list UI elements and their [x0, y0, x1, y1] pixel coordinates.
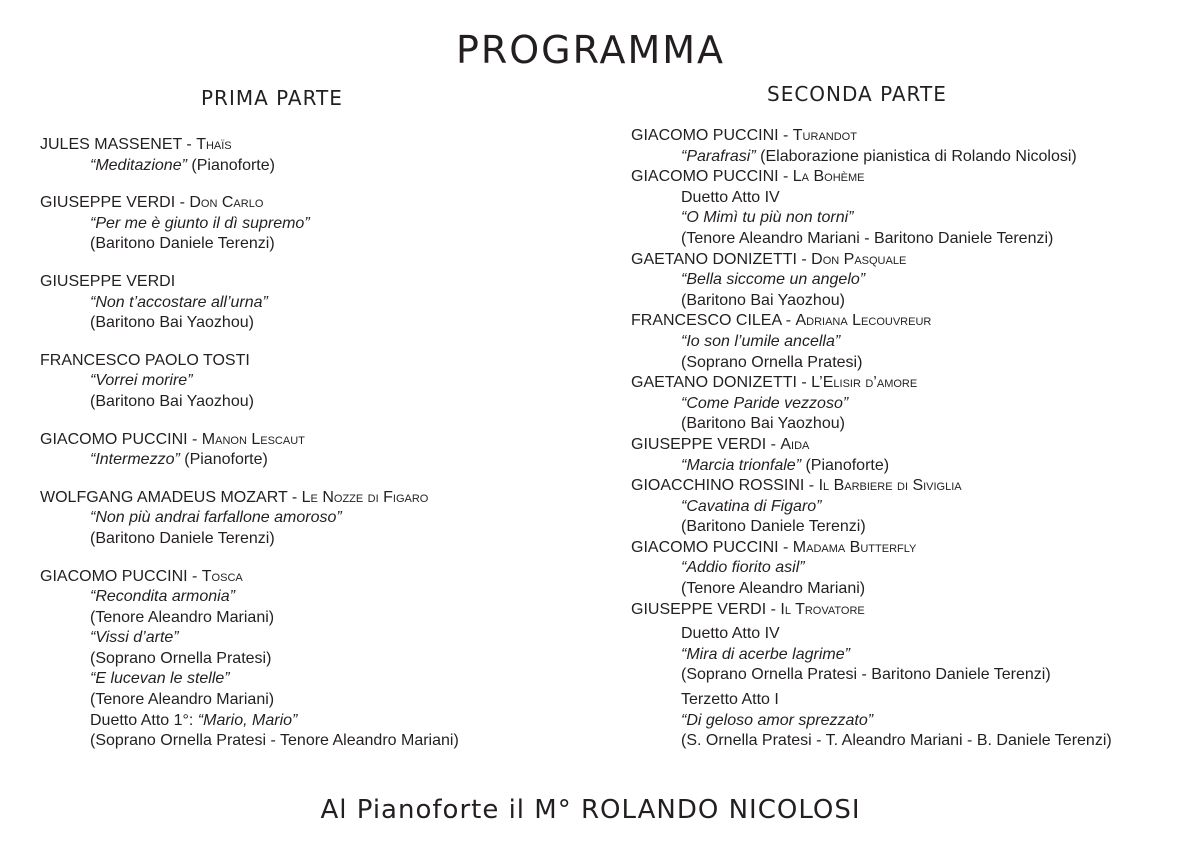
program-entry: [631, 126, 1176, 167]
program-line: [40, 214, 580, 235]
composer-name: WOLFGANG AMADEUS MOZART: [40, 488, 288, 506]
composer-line: [631, 167, 1176, 188]
program-entry: [40, 567, 580, 752]
program-line: [631, 394, 1176, 415]
program-line: [631, 711, 1176, 732]
composer-line: [631, 476, 1176, 497]
program-line: [40, 731, 580, 752]
program-column-left: [40, 135, 580, 769]
program-entry: [631, 250, 1176, 312]
work-title: Aida: [780, 435, 810, 453]
program-line: [631, 291, 1176, 312]
program-line: [40, 392, 580, 413]
composer-line: [40, 488, 580, 509]
program-entry: [40, 430, 580, 471]
composer-name: GIUSEPPE VERDI: [631, 435, 767, 453]
performer-note: (Soprano Ornella Pratesi): [90, 649, 272, 667]
work-title: Madama Butterfly: [792, 538, 917, 556]
program-line: [631, 270, 1176, 291]
composer-line: [631, 435, 1176, 456]
composer-line: [40, 135, 580, 156]
composer-name: GIUSEPPE VERDI: [631, 600, 767, 618]
program-entry: [631, 167, 1176, 249]
heading-prima-parte: PRIMA PARTE: [201, 86, 343, 110]
program-entry: [631, 311, 1176, 373]
separator: -: [778, 127, 793, 144]
page-title: PROGRAMMA: [455, 28, 726, 72]
composer-line: [40, 430, 580, 451]
program-line: [40, 529, 580, 550]
program-entry: [40, 351, 580, 413]
piece-title: “Intermezzo”: [90, 451, 180, 469]
performer-note: (Soprano Ornella Pratesi - Baritono Daniele Terenzi): [681, 666, 1051, 684]
composer-name: FRANCESCO CILEA: [631, 312, 782, 330]
program-line: [40, 711, 580, 732]
program-line: [631, 229, 1176, 250]
composer-name: GIACOMO PUCCINI: [631, 538, 779, 556]
performer-note: Terzetto Atto I: [681, 691, 779, 709]
separator: -: [181, 136, 197, 153]
program-entry: [631, 373, 1176, 435]
composer-name: GIACOMO PUCCINI: [40, 567, 188, 585]
program-line: [631, 517, 1176, 538]
program-line: [631, 558, 1176, 579]
piece-title: “E lucevan le stelle”: [90, 670, 230, 688]
program-line: [631, 332, 1176, 353]
program-entry: [631, 538, 1176, 600]
program-line: [40, 371, 580, 392]
work-title: Turandot: [792, 127, 857, 144]
composer-name: FRANCESCO PAOLO TOSTI: [40, 351, 250, 369]
composer-name: GIOACCHINO ROSSINI: [631, 477, 805, 495]
program-entry: [631, 600, 1176, 752]
program-line: [631, 353, 1176, 374]
program-line: [631, 731, 1176, 752]
performer-note: (Soprano Ornella Pratesi - Tenore Aleandro Mariani): [90, 732, 459, 750]
performer-note: (Elaborazione pianistica di Rolando Nicolosi): [755, 147, 1077, 165]
program-line: [40, 608, 580, 629]
composer-line: [40, 351, 580, 372]
performer-note: (Baritono Daniele Terenzi): [90, 529, 275, 547]
line-prefix: Duetto Atto 1°:: [90, 711, 198, 729]
program-entry: [631, 476, 1176, 538]
composer-line: [40, 567, 580, 588]
program-line: [40, 628, 580, 649]
program-entry: [631, 435, 1176, 476]
composer-line: [631, 250, 1176, 271]
piece-title: “Meditazione”: [90, 156, 187, 174]
program-line: [40, 649, 580, 670]
performer-note: (Baritono Bai Yaozhou): [90, 392, 254, 410]
program-line: [631, 456, 1176, 477]
program-line: [40, 508, 580, 529]
performer-note: (Tenore Aleandro Mariani): [90, 691, 275, 709]
performer-note: (Pianoforte): [801, 456, 890, 474]
performer-note: Duetto Atto IV: [681, 625, 780, 643]
program-entry: [40, 488, 580, 550]
performer-note: (Baritono Bai Yaozhou): [90, 314, 254, 332]
composer-line: [631, 600, 1176, 621]
work-title: Le Nozze di Figaro: [301, 488, 429, 506]
separator: -: [778, 168, 793, 186]
program-line: [40, 156, 580, 177]
composer-name: JULES MASSENET: [40, 136, 182, 153]
performer-note: (Pianoforte): [186, 156, 275, 174]
performer-note: (Baritono Bai Yaozhou): [681, 415, 845, 433]
piece-title: “Recondita armonia”: [90, 588, 235, 606]
program-line: [631, 188, 1176, 209]
piece-title: “Addio fiorito asil”: [681, 559, 805, 577]
composer-name: GIACOMO PUCCINI: [631, 127, 779, 144]
piece-title: “Marcia trionfale”: [681, 456, 802, 474]
performer-note: (S. Ornella Pratesi - T. Aleandro Mariani - B. Daniele Terenzi): [681, 732, 1112, 750]
program-column-right: [631, 126, 1176, 752]
piece-title: “Non t’accostare all’urna”: [90, 293, 268, 311]
work-title: La Bohème: [792, 168, 865, 186]
performer-note: (Tenore Aleandro Mariani): [681, 580, 866, 598]
composer-line: [631, 126, 1176, 147]
program-line: [631, 665, 1176, 686]
program-line: [631, 497, 1176, 518]
work-title: Don Pasquale: [811, 250, 907, 268]
performer-note: (Tenore Aleandro Mariani): [90, 608, 275, 626]
composer-name: GAETANO DONIZETTI: [631, 374, 797, 392]
work-title: Il Trovatore: [780, 600, 865, 618]
separator: -: [796, 250, 812, 268]
separator: -: [187, 430, 202, 448]
composer-line: [631, 373, 1176, 394]
piece-title: “Non più andrai farfallone amoroso”: [90, 509, 342, 527]
program-line: [40, 690, 580, 711]
piece-title: “Cavatina di Figaro”: [681, 497, 822, 515]
performer-note: (Tenore Aleandro Mariani - Baritono Daniele Terenzi): [681, 229, 1054, 247]
separator: -: [804, 477, 819, 495]
program-line: [40, 587, 580, 608]
piece-title: “Bella siccome un angelo”: [681, 271, 866, 289]
composer-name: GAETANO DONIZETTI: [631, 250, 797, 268]
piece-title: “Come Paride vezzoso”: [681, 394, 849, 412]
performer-note: (Baritono Daniele Terenzi): [90, 235, 275, 253]
program-line: [631, 690, 1176, 711]
work-title: Tosca: [201, 567, 243, 585]
work-title: Adriana Lecouvreur: [795, 312, 932, 330]
program-line: [40, 450, 580, 471]
composer-name: GIACOMO PUCCINI: [631, 168, 779, 186]
footer-credit: Al Pianoforte il M° ROLANDO NICOLOSI: [320, 795, 861, 825]
program-line: [40, 293, 580, 314]
piece-title: “Mira di acerbe lagrime”: [681, 645, 850, 663]
separator: -: [796, 374, 812, 392]
separator: -: [766, 435, 781, 453]
piece-title: “Vissi d’arte”: [90, 629, 179, 647]
work-title: Il Barbiere di Siviglia: [818, 477, 962, 495]
performer-note: (Baritono Bai Yaozhou): [681, 291, 845, 309]
separator: -: [287, 488, 302, 506]
separator: -: [766, 600, 781, 618]
program-line: [631, 414, 1176, 435]
composer-line: [631, 538, 1176, 559]
composer-name: GIUSEPPE VERDI: [40, 194, 176, 212]
separator: -: [187, 567, 202, 585]
work-title: Manon Lescaut: [201, 430, 305, 448]
program-line: [631, 208, 1176, 229]
composer-line: [631, 311, 1176, 332]
work-title: L’Elisir d’amore: [811, 374, 918, 392]
work-title: Thaïs: [196, 136, 232, 153]
composer-line: [40, 193, 580, 214]
composer-name: GIACOMO PUCCINI: [40, 430, 188, 448]
program-line: [40, 669, 580, 690]
program-entry: [40, 272, 580, 334]
program-line: [631, 624, 1176, 645]
composer-name: GIUSEPPE VERDI: [40, 272, 176, 290]
program-entry: [40, 135, 580, 176]
piece-title: “O Mimì tu più non torni”: [681, 209, 854, 227]
piece-title: “Vorrei morire”: [90, 372, 193, 390]
piece-title: “Per me è giunto il dì supremo”: [90, 214, 310, 232]
performer-note: (Baritono Daniele Terenzi): [681, 518, 866, 536]
performer-note: (Pianoforte): [179, 451, 268, 469]
program-line: [40, 313, 580, 334]
performer-note: Duetto Atto IV: [681, 188, 780, 206]
performer-note: (Soprano Ornella Pratesi): [681, 353, 863, 371]
program-line: [631, 645, 1176, 666]
program-line: [40, 234, 580, 255]
piece-title: “Io son l’umile ancella”: [681, 332, 841, 350]
work-title: Don Carlo: [189, 194, 264, 212]
separator: -: [778, 538, 793, 556]
program-entry: [40, 193, 580, 255]
separator: -: [781, 312, 796, 330]
piece-title: “Parafrasi”: [681, 147, 756, 165]
program-line: [631, 147, 1176, 168]
piece-title: “Mario, Mario”: [197, 711, 298, 729]
program-line: [631, 579, 1176, 600]
piece-title: “Di geloso amor sprezzato”: [681, 711, 874, 729]
separator: -: [175, 194, 190, 212]
composer-line: [40, 272, 580, 293]
heading-seconda-parte: SECONDA PARTE: [767, 82, 947, 106]
